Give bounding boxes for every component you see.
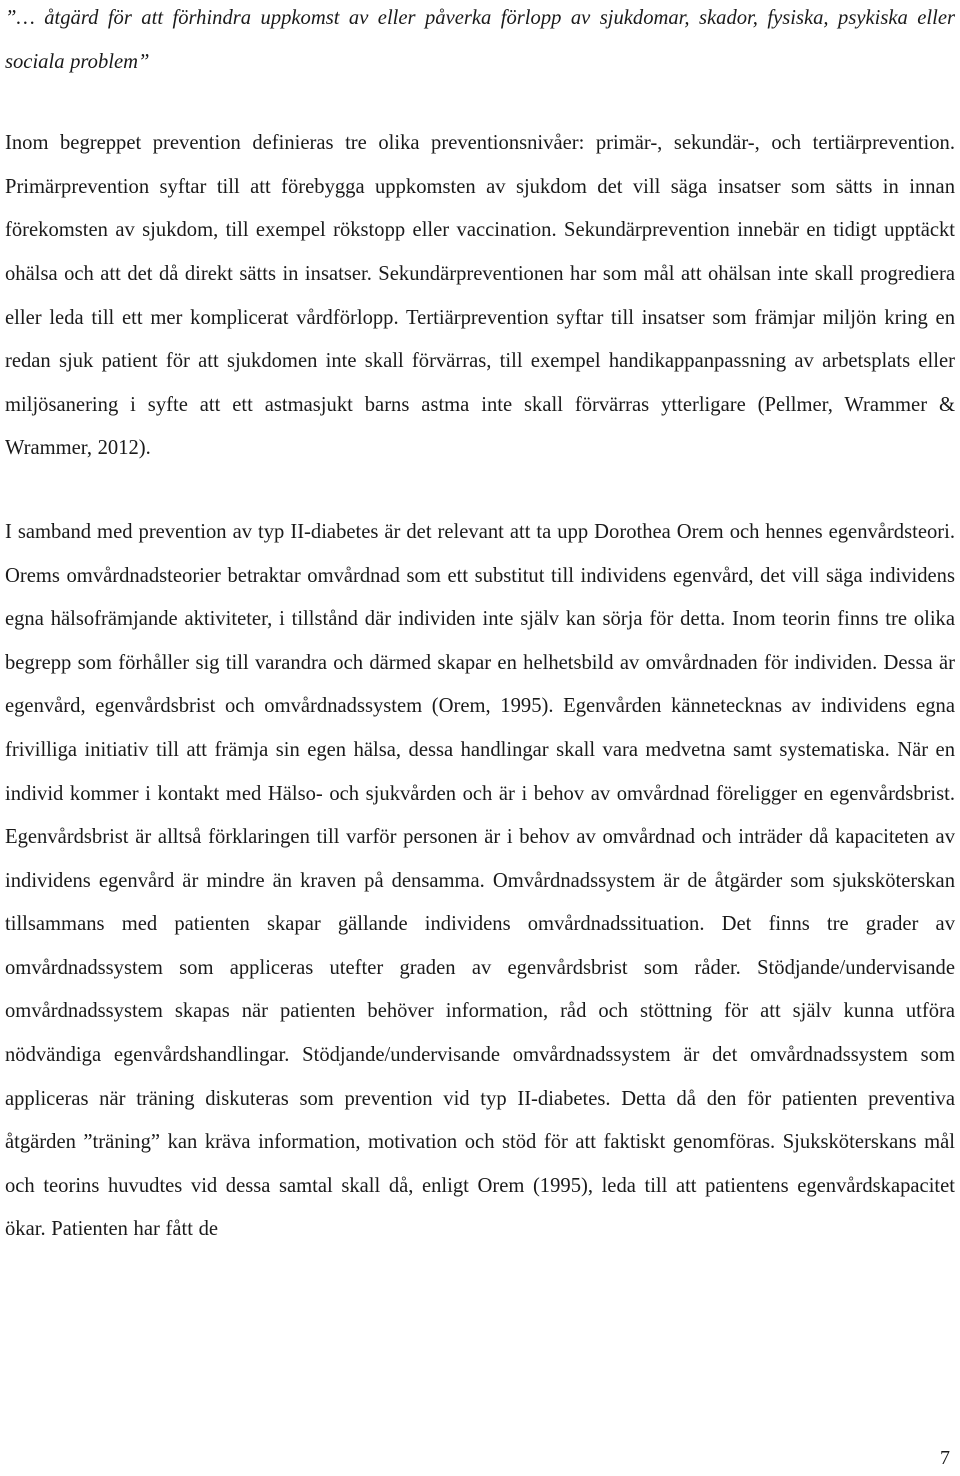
block-quote: ”… åtgärd för att förhindra uppkomst av eller påverka förlopp av sjukdomar, skador, fysiska, psykiska eller sociala problem” [5,7,955,73]
paragraph-orem-theory: I samband med prevention av typ II-diabetes är det relevant att ta upp Dorothea Orem och hennes egenvårdsteori. Orems omvårdnadsteorier betraktar omvårdnad som ett substitut till individens egenvård, det vill säga individens egna hälsofrämjande aktiviteter, i tillstånd där individen inte själv kan sörja för detta. Inom teorin finns tre olika begrepp som förhåller sig till varandra och därmed skapar en helhetsbild av omvårdnaden för individen. Dessa är egenvård, egenvårdsbrist och omvårdnadssystem (Orem, 1995). Egenvården kännetecknas av individens egna frivilliga initiativ till att främja sin egen hälsa, dessa handlingar skall vara medvetna samt systematiska. När en individ kommer i kontakt med Hälso- och sjukvården och är i behov av omvårdnad föreligger en egenvårdsbrist. Egenvårdsbrist är alltså förklaringen till varför personen är i behov av omvårdnad och inträder då kapaciteten av individens egenvård är mindre än kraven på densamma. Omvårdnadssystem är de åtgärder som sjuksköterskan tillsammans med patienten skapar gällande individens omvårdnadssituation. Det finns tre grader av omvårdnadssystem som appliceras utefter graden av egenvårdsbrist som råder. Stödjande/undervisande omvårdnadssystem skapas när patienten behöver information, råd och stöttning för att själv kunna utföra nödvändiga egenvårdshandlingar. Stödjande/undervisande omvårdnadssystem är det omvårdnadssystem som appliceras när träning diskuteras som prevention vid typ II-diabetes. Detta då den för patienten preventiva åtgärden ”träning” kan kräva information, motivation och stöd för att faktiskt genomföras. Sjuksköterskans mål och teorins huvudtes vid dessa samtal skall då, enligt Orem (1995), leda till att patientens egenvårdskapacitet ökar. Patienten har fått de [5,520,955,1241]
page-number: 7 [940,1447,950,1469]
paragraph-spacer [5,471,955,511]
paragraph-prevention-levels: Inom begreppet prevention definieras tre olika preventionsnivåer: primär-, sekundär-, och tertiärprevention. Primärprevention syftar till att förebygga uppkomsten av sjukdom det vill säga insatser som sätts in innan förekomsten av sjukdom, till exempel rökstopp eller vaccination. Sekundärprevention innebär en tidigt upptäckt ohälsa och att det då direkt sätts in insatser. Sekundärpreventionen har som mål att ohälsan inte skall progrediera eller leda till ett mer komplicerat vårdförlopp. Tertiärprevention syftar till insatser som främjar miljön kring en redan sjuk patient för att sjukdomen inte skall förvärras, till exempel handikappanpassning av arbetsplats eller miljösanering i syfte att ett astmasjukt barns astma inte skall förvärras ytterligare (Pellmer, Wrammer & Wrammer, 2012). [5,132,955,460]
paragraph-spacer [5,84,955,122]
document-page [5,0,955,1252]
